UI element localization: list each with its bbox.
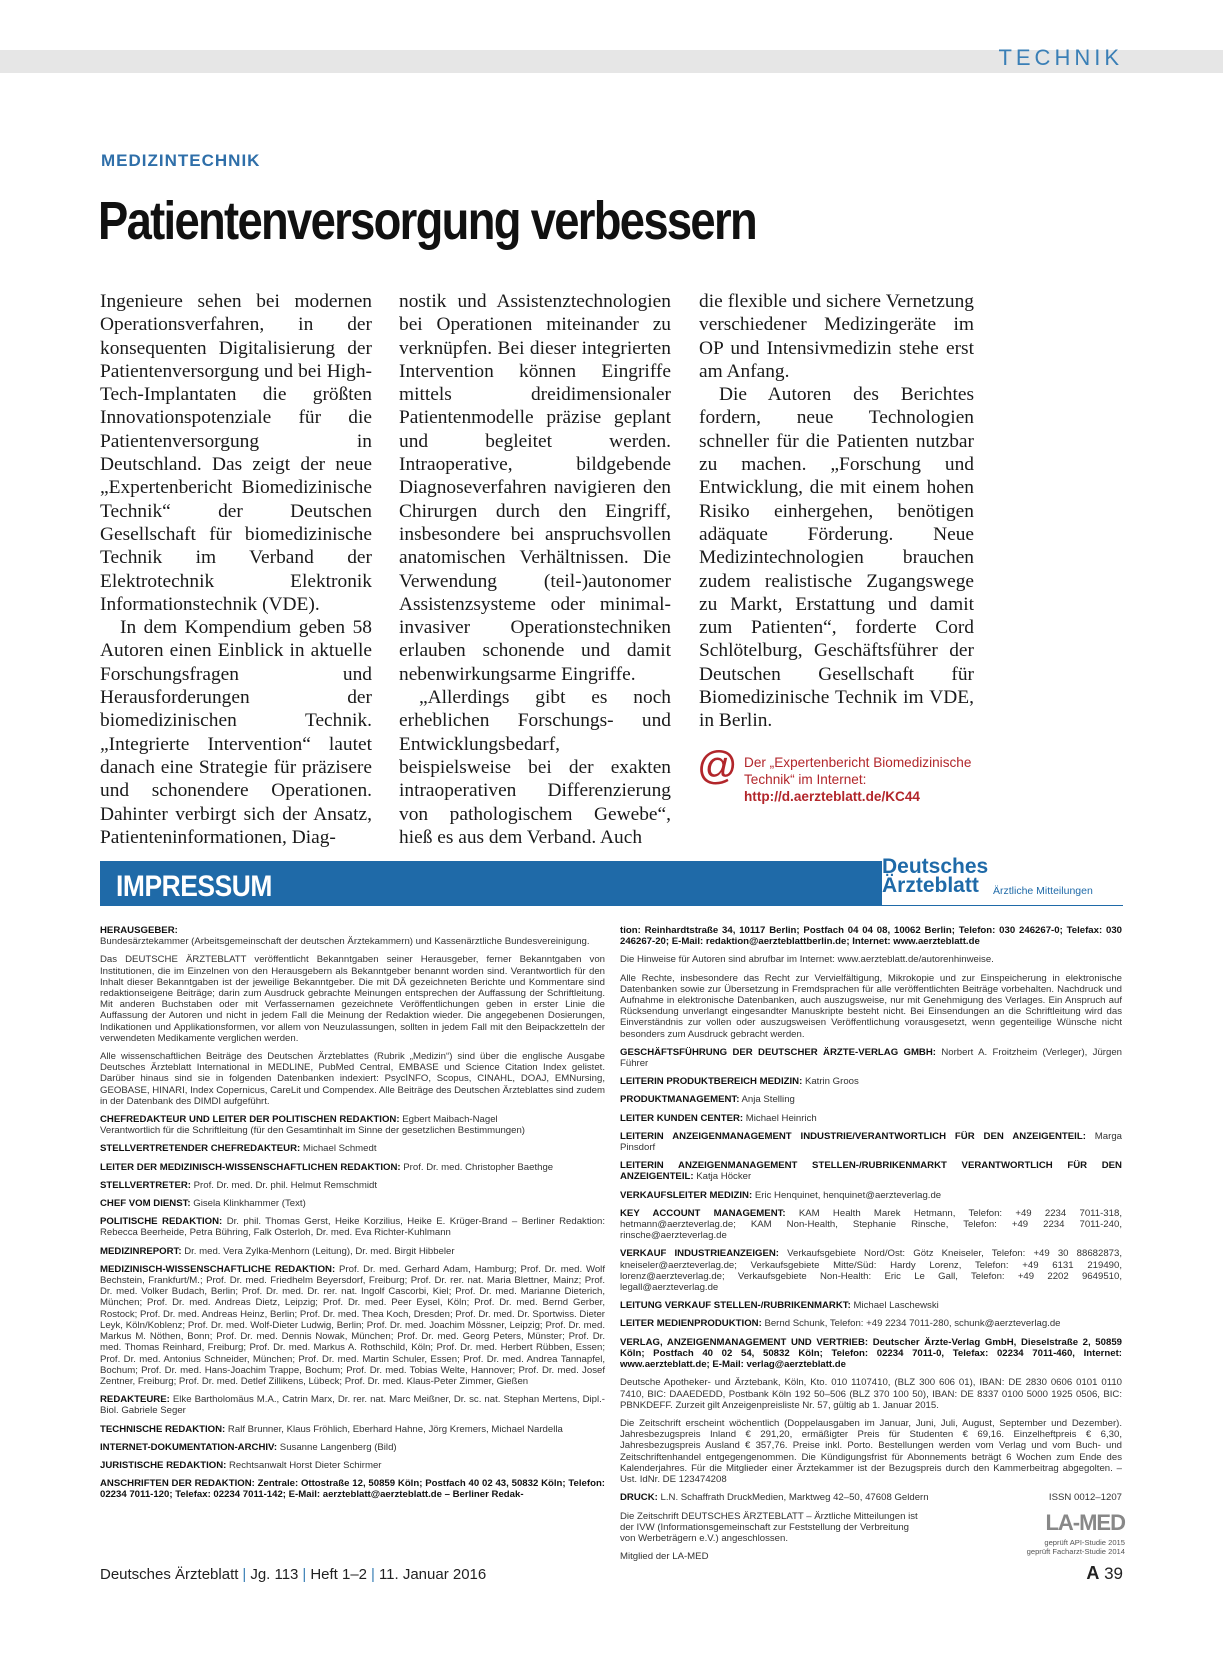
article-column-2 xyxy=(399,290,671,849)
entry-text: Gisela Klinkhammer (Text) xyxy=(190,1198,306,1210)
entry-label: KEY ACCOUNT MANAGEMENT: xyxy=(620,1207,786,1219)
impressum-entry: Deutsche Apotheker- und Ärztebank, Köln, Kto. 010 1107410, (BLZ 300 606 01), IBAN: DE 2830 0606 0101 0110 7410, BIC: DAAEDEDD, Postbank Köln 192 50–506 (BLZ 370 100 50), IBAN: DE 8337 0100 5000 1925 0506, BIC: PBNKDEFF. Zurzeit gilt Anzeigenpreisliste Nr. 57, gültig ab 1. Januar 2015. xyxy=(620,1377,1122,1411)
paragraph: die flexible und sichere Vernetzung verschiedener Medizingeräte im OP und Intensivmedizin stehe erst am Anfang. xyxy=(699,291,974,382)
entry-label: PRODUKTMANAGEMENT: xyxy=(620,1094,740,1106)
impressum-entry xyxy=(100,1180,605,1191)
impressum-entry xyxy=(620,1160,1122,1182)
entry-label: LEITER KUNDEN CENTER: xyxy=(620,1112,744,1124)
footer-separator: | xyxy=(371,1566,375,1583)
footer-separator: | xyxy=(242,1566,247,1583)
entry-label: TECHNISCHE REDAKTION: xyxy=(100,1423,226,1435)
entry-label: CHEF VOM DIENST: xyxy=(100,1198,191,1210)
entry-label: STELLVERTRETER: xyxy=(100,1179,191,1191)
article-kicker: MEDIZINTECHNIK xyxy=(101,151,261,170)
web-reference-text xyxy=(744,754,971,805)
entry-label: VERKAUFSLEITER MEDIZIN: xyxy=(620,1189,753,1201)
entry-label: ANSCHRIFTEN DER REDAKTION: Zentrale: Ottostraße 12, 50859 Köln; Postfach 40 02 43, 50832 Köln; Telefon: 02234 7011-120; Telefax: 02234 7011-142; E-Mail: aerzteblatt@aerzteblatt.de – Berliner Redak- xyxy=(100,1478,605,1501)
paragraph: Ingenieure sehen bei modernen Operationsverfahren, in der konsequenten Digitalisierung der Patientenversorgung und bei High-Tech-Implantaten die größten Innovationspotenziale für die Patientenversorgung in Deutschland. Das zeigt der neue „Expertenbericht Biomedizinische Technik“ der Deutschen Gesellschaft für biomedizinische Technik im Verband der Elektrotechnik Elektronik Informationstechnik (VDE). xyxy=(100,291,372,615)
entry-text: Egbert Maibach-Nagel xyxy=(399,1114,498,1126)
entry-text: Katrin Groos xyxy=(802,1076,859,1088)
entry-label: LEITERIN ANZEIGENMANAGEMENT STELLEN-/RUBRIKENMARKT VERANTWORTLICH FÜR DEN ANZEIGENTEIL: xyxy=(620,1160,1122,1183)
impressum-entry xyxy=(100,1198,605,1209)
page-footer xyxy=(100,1566,486,1583)
impressum-entry xyxy=(620,1094,1122,1105)
logo-line: Deutsches xyxy=(882,855,989,878)
entry-text: Susanne Langenberg (Bild) xyxy=(277,1441,397,1453)
journal-volume: Jg. 113 xyxy=(250,1566,299,1583)
entry-text: Katja Höcker xyxy=(693,1171,752,1183)
entry-label: VERKAUF INDUSTRIEANZEIGEN: xyxy=(620,1248,779,1260)
page-number xyxy=(1086,1563,1123,1584)
page-prefix: A xyxy=(1086,1563,1100,1583)
logo-wordmark xyxy=(882,857,988,895)
issn: ISSN 0012–1207 xyxy=(1048,1492,1122,1504)
impressum-banner xyxy=(100,855,1123,906)
impressum-entry xyxy=(620,925,1122,947)
impressum-entry xyxy=(100,1143,605,1154)
entry-label: LEITERIN PRODUKTBEREICH MEDIZIN: xyxy=(620,1076,803,1088)
footer-separator: | xyxy=(302,1566,307,1583)
journal-name: Deutsches Ärzteblatt xyxy=(100,1566,239,1583)
paragraph: nostik und Assistenztechnologien bei Operationen miteinander zu verknüpfen. Bei dieser integrierten Intervention können Eingriffe mittels dreidimensionaler Patientenmodelle präzise geplant und begleitet werden. Intraoperative, bildgebende Diagnoseverfahren navigieren den Chirurgen durch den Eingriff, insbesondere bei anspruchsvollen anatomischen Verhältnissen. Die Verwendung (teil-)autonomer Assistenzsysteme oder minimal-invasiver Operationstechniken erlauben schonende und damit nebenwirkungsarme Eingriffe. xyxy=(399,291,671,685)
impressum-column-right xyxy=(620,925,1122,1569)
entry-label: REDAKTEURE: xyxy=(100,1394,170,1406)
impressum-entry xyxy=(100,1216,605,1238)
impressum-entry: Mitglied der LA-MED xyxy=(620,1551,709,1563)
la-med-badge xyxy=(1010,1510,1125,1560)
section-label: TECHNIK xyxy=(998,45,1123,70)
entry-text: Ralf Brunner, Klaus Fröhlich, Eberhard Hahne, Jörg Kremers, Michael Nardella xyxy=(225,1423,563,1435)
entry-text: Bundesärztekammer (Arbeitsgemeinschaft der deutschen Ärztekammern) und Kassenärztliche Bundesvereinigung. xyxy=(100,936,590,948)
impressum-entry xyxy=(100,1246,605,1257)
entry-text: Eric Henquinet, henquinet@aerzteverlag.de xyxy=(752,1189,942,1201)
impressum-entry: Das DEUTSCHE ÄRZTEBLATT veröffentlicht Bekanntgaben seiner Herausgeber, ferner Bekanntgaben von Institutionen, die im Einzelnen von den Herausgebern als Bekanntgeber benannt worden sind. Verantwortlich für den Inhalt dieser Bekanntgaben ist der jeweilige Bekanntgeber. Die mit DÄ gezeichneten Berichte und Kommentare sind redaktionseigene Beiträge; darin zum Ausdruck gebrachte Meinungen entsprechen der Auffassung der Schriftleitung. Mit anderen Buchstaben oder mit Verfassernamen gezeichnete Veröffentlichungen geben in erster Linie die Auffassung der Autoren und nicht in jedem Fall die Meinung der Redaktion wieder. Die angegebenen Dosierungen, Indikationen und Applikationsformen, vor allem von Neuzulassungen, sollten in jedem Fall mit den Beipackzetteln der verwendeten Medikamente verglichen werden. xyxy=(100,954,605,1044)
paragraph: In dem Kompendium geben 58 Autoren einen Einblick in aktuelle Forschungsfragen und Herausforderungen der biomedizinischen Technik. „Integrierte Intervention“ lautet danach eine Strategie für präzisere und schonendere Operationen. Dahinter verbirgt sich der Ansatz, Patienteninformationen, Diag- xyxy=(100,617,372,848)
entry-label: MEDIZINISCH-WISSENSCHAFTLICHE REDAKTION: xyxy=(100,1263,336,1275)
entry-label: HERAUSGEBER: xyxy=(100,925,178,936)
impressum-entry xyxy=(620,1337,1122,1371)
paragraph: „Allerdings gibt es noch erheblichen Forschungs- und Entwicklungsbedarf, beispielsweise bei der exakten intraoperativen Differenzierung von pathologischem Gewebe“, hieß es aus dem Verband. Auch xyxy=(399,687,671,848)
entry-text: Michael Schmedt xyxy=(300,1143,377,1155)
la-med-caption: geprüft API-Studie 2015 xyxy=(1044,1538,1125,1547)
entry-text: Anja Stelling xyxy=(739,1094,795,1106)
entry-text: Michael Laschewski xyxy=(850,1300,939,1312)
entry-label: GESCHÄFTSFÜHRUNG DER DEUTSCHER ÄRZTE-VERLAG GMBH: xyxy=(620,1046,936,1058)
journal-logo xyxy=(882,849,1123,905)
entry-text: Prof. Dr. med. Christopher Baethge xyxy=(400,1161,554,1173)
entry-text: Dr. med. Vera Zylka-Menhorn (Leitung), Dr. med. Birgit Hibbeler xyxy=(181,1245,455,1257)
impressum-entry xyxy=(100,1264,605,1387)
impressum-entry: Alle Rechte, insbesondere das Recht zur Vervielfältigung, Mikrokopie und zur Einspeicherung in elektronische Datenbanken sowie zur Übersetzung in Fremdsprachen für alle veröffentlichten Beiträge vorbehalten. Nachdruck und Aufnahme in elektronische Datenbanken, auch auszugsweise, nur mit Genehmigung des Verlages. Ein Anspruch auf Rücksendung unverlangt eingesandter Manuskripte besteht nicht. Bei Einsendungen an die Schriftleitung wird das Einverständnis zur vollen oder auszugsweisen Veröffentlichung vorausgesetzt, wenn gegenteilige Wünsche nicht besonders zum Ausdruck gebracht werden. xyxy=(620,972,1122,1040)
logo-line: Ärzteblatt xyxy=(882,874,979,897)
article-column-3 xyxy=(699,290,974,733)
entry-text: Marga Pinsdorf xyxy=(620,1130,1122,1154)
impressum-entry xyxy=(620,1113,1122,1124)
impressum-entry xyxy=(620,1208,1122,1242)
entry-text: Michael Heinrich xyxy=(743,1112,817,1124)
impressum-entry xyxy=(620,1300,1122,1311)
entry-text: Verkaufsgebiete Nord/Ost: Götz Kneiseler, Telefon: +49 30 88682873, kneiseler@aerzteverlag.de; Verkaufsgebiete Mitte/Süd: Hardy Lorenz, Telefon: +49 6131 219490, lorenz@aerzteverlag.de; Verkaufsgebiete Non-Health: Eric Le Gall, Telefon: +49 2202 9649510, legall@aerzteverlag.de xyxy=(620,1248,1122,1294)
entry-label: LEITER DER MEDIZINISCH-WISSENSCHAFTLICHEN REDAKTION: xyxy=(100,1161,401,1173)
paragraph: Die Autoren des Berichtes fordern, neue Technologien schneller für die Patienten nutzbar zu machen. „Forschung und Entwicklung, die mit einem hohen Risiko einhergehen, benötigen adäquate Förderung. Neue Medizintechnologien brauchen zudem realistische Zugangswege zu Markt, Erstattung und damit zum Patienten“, forderte Cord Schlötelburg, Geschäftsführer der Deutschen Gesellschaft für Biomedizinische Technik im VDE, in Berlin. xyxy=(699,384,974,732)
article-column-1 xyxy=(100,290,372,849)
journal-issue: Heft 1–2 xyxy=(310,1566,368,1583)
impressum-title: IMPRESSUM xyxy=(116,870,272,903)
impressum-column-left xyxy=(100,925,605,1508)
impressum-entry xyxy=(100,1114,605,1136)
la-med-caption: geprüft Facharzt-Studie 2014 xyxy=(1026,1547,1125,1556)
entry-text: Prof. Dr. med. Dr. phil. Helmut Remschmidt xyxy=(190,1179,378,1191)
page-number-value: 39 xyxy=(1104,1564,1123,1583)
entry-label: LEITUNG VERKAUF STELLEN-/RUBRIKENMARKT: xyxy=(620,1300,851,1312)
entry-label: JURISTISCHE REDAKTION: xyxy=(100,1459,227,1471)
entry-label: DRUCK: xyxy=(620,1492,658,1504)
impressum-entry xyxy=(620,1318,1122,1329)
web-reference-line: Technik“ im Internet: xyxy=(744,772,867,787)
impressum-entry xyxy=(620,1047,1122,1069)
entry-text: L.N. Schaffrath DruckMedien, Marktweg 42–50, 47608 Geldern xyxy=(657,1492,929,1504)
entry-label: STELLVERTRETENDER CHEFREDAKTEUR: xyxy=(100,1143,301,1155)
impressum-entry xyxy=(100,1424,605,1435)
entry-text: Norbert A. Froitzheim (Verleger), Jürgen Führer xyxy=(620,1046,1122,1070)
impressum-entry xyxy=(620,1190,1122,1201)
issue-date: 11. Januar 2016 xyxy=(378,1566,487,1583)
entry-label: VERLAG, ANZEIGENMANAGEMENT UND VERTRIEB: Deutscher Ärzte-Verlag GmbH, Dieselstraße 2, 50859 Köln; Postfach 40 02 54, 50832 Köln; Telefon: 02234 7011-0, Telefax: 02234 7011-460, Internet: www.aerzteblatt.de; E-Mail: verlag@aerzteblatt.de xyxy=(620,1336,1122,1371)
entry-text: Rechtsanwalt Horst Dieter Schirmer xyxy=(226,1459,382,1471)
impressum-entry: Alle wissenschaftlichen Beiträge des Deutschen Ärzteblattes (Rubrik „Medizin“) sind über die englische Ausgabe Deutsches Ärzteblatt International in MEDLINE, PubMed Central, EMBASE und Science Citation Index gelistet. Darüber hinaus sind sie in folgenden Datenbanken indexiert: PsycINFO, Scopus, CINAHL, DOAJ, EMNursing, GEOBASE, HINARI, Index Copernicus, CareLit und Compendex. Alle Beiträge des Deutschen Ärzteblattes sind zudem in der Datenbank des DIMDI aufgeführt. xyxy=(100,1051,605,1107)
impressum-entry xyxy=(620,1131,1122,1153)
entry-label: tion: Reinhardtstraße 34, 10117 Berlin; Postfach 04 04 08, 10062 Berlin; Telefon: 030 246267-0; Telefax: 030 246267-20; E-Mail: redaktion@aerzteblattberlin.de; Internet: www.aerzteblatt.de xyxy=(620,925,1122,948)
impressum-entry xyxy=(620,1076,1122,1087)
entry-label: LEITERIN ANZEIGENMANAGEMENT INDUSTRIE/VERANTWORTLICH FÜR DEN ANZEIGENTEIL: xyxy=(620,1130,1086,1142)
entry-label: CHEFREDAKTEUR UND LEITER DER POLITISCHEN REDAKTION: xyxy=(100,1114,400,1126)
la-med-logo: LA-MED xyxy=(1045,1510,1125,1535)
impressum-entry: Die Zeitschrift erscheint wöchentlich (Doppelausgaben im Januar, Juni, Juli, August, September und Dezember). Jahresbezugspreis Inland € 291,20, ermäßigter Preis für Studenten € 69,16. Einzelheftpreis € 6,30, Jahresbezugspreis Ausland € 357,76. Preise inkl. Porto. Bestellungen werden vom Verlag und vom Buch- und Zeitschriftenhandel entgegengenommen. Die Kündigungsfrist für Abonnements beträgt 6 Wochen zum Ende des Kalenderjahres. Für die Mitglieder einer Ärztekammer ist der Bezugspreis durch den Kammerbeitrag abgegolten. – Ust. IdNr. DE 123474208 xyxy=(620,1417,1122,1485)
impressum-entry xyxy=(100,1442,605,1453)
logo-subtitle: Ärztliche Mitteilungen xyxy=(993,885,1093,897)
entry-text: Dr. phil. Thomas Gerst, Heike Korzilius, Heike E. Krüger-Brand – Berliner Redaktion: Rebecca Beerheide, Petra Bühring, Falk Osterloh, Dr. med. Eva Richter-Kuhlmann xyxy=(100,1216,605,1239)
entry-label: MEDIZINREPORT: xyxy=(100,1245,182,1257)
web-reference xyxy=(697,744,987,808)
entry-label: INTERNET-DOKUMENTATION-ARCHIV: xyxy=(100,1441,278,1453)
entry-text: KAM Health Marek Hetmann, Telefon: +49 2234 7011-318, hetmann@aerzteverlag.de; KAM Non-Health, Stephanie Rinsche, Telefon: +49 2234 7011-240, rinsche@aerzteverlag.de xyxy=(620,1207,1122,1242)
web-reference-link[interactable]: http://d.aerzteblatt.de/KC44 xyxy=(744,789,920,804)
entry-text: Prof. Dr. med. Gerhard Adam, Hamburg; Prof. Dr. med. Wolf Bechstein, Frankfurt/M.; Prof. Dr. med. Friedhelm Beyersdorf, Freiburg; Prof. Dr. rer. nat. Maria Blettner, Mainz; Prof. Dr. med. Volker Budach, Berlin; Prof. Dr. med. Dr. rer. nat. Ingolf Cascorbi, Kiel; Prof. Dr. med. Marianne Dieterich, München; Prof. Dr. med. Andreas Dietz, Leipzig; Prof. Dr. med. Peer Eysel, Köln; Prof. Dr. med. Bernd Gerber, Rostock; Prof. Dr. med. Andreas Heinz, Berlin; Prof. Dr. med. Thea Koch, Dresden; Prof. Dr. med. Dr. Sportwiss. Dieter Leyk, Köln/Koblenz; Prof. Dr. med. Wolf-Dieter Ludwig, Berlin; Prof. Dr. med. Joachim Mössner, Leipzig; Prof. Dr. med. Markus M. Nöthen, Bonn; Prof. Dr. med. Dennis Nowak, München; Prof. Dr. med. Georg Peters, Münster; Prof. Dr. med. Thomas Reinhard, Freiburg; Prof. Dr. med. Markus A. Rothschild, Köln; Prof. Dr. med. Herbert Rübben, Essen; Prof. Dr. med. Antonius Schneider, München; Prof. Dr. med. Martin Schuler, Essen; Prof. Dr. med. Andrea Tannapfel, Bochum; Prof. Dr. med. Hans-Joachim Trappe, Bochum; Prof. Dr. med. Tobias Welte, Hannover; Prof. Dr. med. Josef Zentner, Freiburg; Prof. Dr. med. Detlef Zillikens, Lübeck; Prof. Dr. med. Klaus-Peter Zimmer, Gießen xyxy=(100,1263,605,1387)
entry-text: Verantwortlich für die Schriftleitung (für den Gesamtinhalt im Sinne der gesetzlichen Bestimmungen) xyxy=(100,1125,525,1137)
impressum-entry xyxy=(100,1460,605,1471)
article-title: Patientenversorgung verbessern xyxy=(98,191,756,251)
impressum-entry xyxy=(100,1478,605,1500)
entry-label: LEITER MEDIENPRODUKTION: xyxy=(620,1318,762,1330)
impressum-entry xyxy=(620,1248,1122,1293)
entry-text: Bernd Schunk, Telefon: +49 2234 7011-280, schunk@aerzteverlag.de xyxy=(761,1318,1061,1330)
impressum-entry xyxy=(100,925,605,947)
entry-label: POLITISCHE REDAKTION: xyxy=(100,1216,223,1228)
entry-text: Elke Bartholomäus M.A., Catrin Marx, Dr. rer. nat. Marc Meißner, Dr. sc. nat. Stephan Mertens, Dipl.-Biol. Gabriele Seger xyxy=(100,1394,605,1417)
impressum-entry: Die Zeitschrift DEUTSCHES ÄRZTEBLATT – Ärztliche Mitteilungen ist der IVW (Informationsgemeinschaft zur Feststellung der Verbreitung von Werbeträgern e.V.) angeschlossen. xyxy=(620,1510,918,1544)
impressum-entry xyxy=(100,1162,605,1173)
impressum-entry xyxy=(100,1394,605,1416)
impressum-entry: Die Hinweise für Autoren sind abrufbar im Internet: www.aerzteblatt.de/autorenhinweise. xyxy=(620,954,994,966)
at-icon: @ xyxy=(697,744,738,788)
web-reference-line: Der „Expertenbericht Biomedizinische xyxy=(744,755,972,770)
